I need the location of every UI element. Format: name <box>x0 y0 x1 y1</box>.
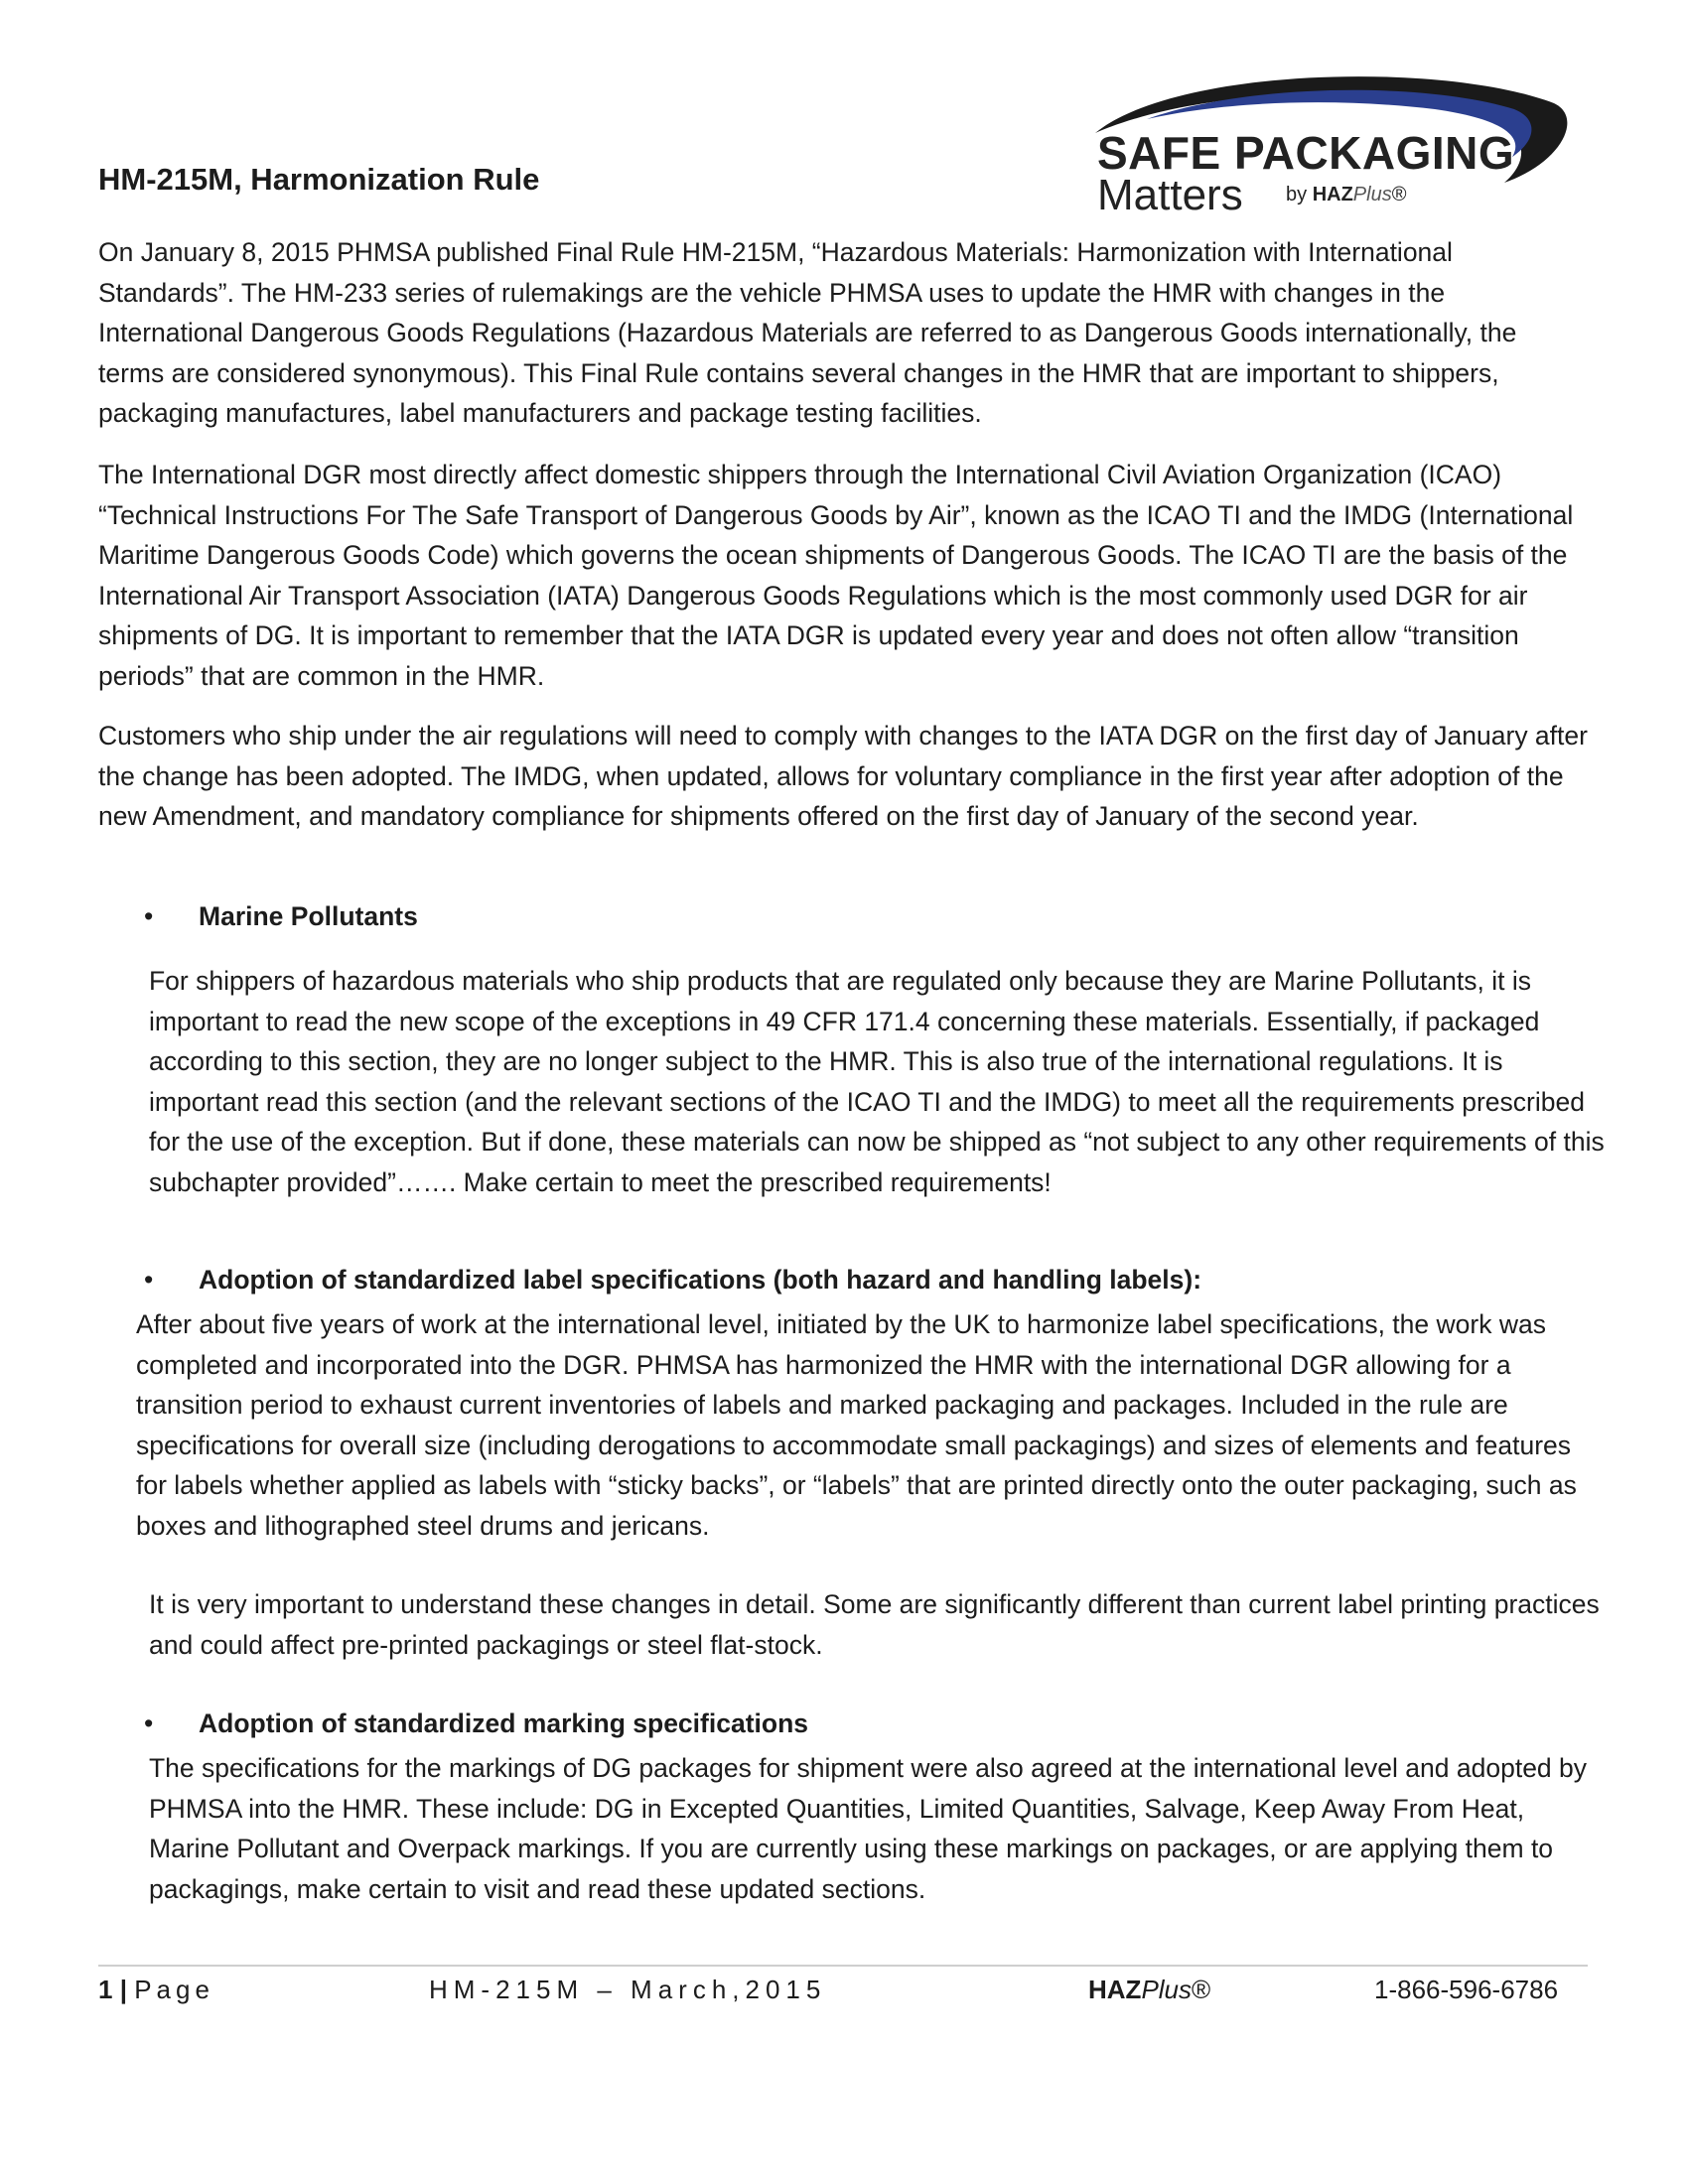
paragraph-air-regulations: Customers who ship under the air regulations will need to comply with changes to the IATA DGR on the first day of January after the change has been adopted. The IMDG, when updated, allows for voluntary compliance in the first year after adoption of the new Amendment, and mandatory compliance for shipments offered on the first day of January of the second year. <box>98 721 1588 831</box>
footer-document-id: HM-215M – March,2015 <box>429 1975 827 2004</box>
bullet-text-label-specs: After about five years of work at the international level, initiated by the UK to harmonize label specifications, the work was completed and incorporated into the DGR. PHMSA has harmonized the HMR with the international DGR allowing for a transition period to exhaust current inventories of labels and marked packaging and packages. Included in the rule are specifications for overall size (including derogations to accommodate small packagings) and sizes of elements and features for labels whether applied as labels with “sticky backs”, or “labels” that are printed directly onto the outer packaging, such as boxes and lithographed steel drums and jericans. <box>136 1309 1577 1541</box>
bullet-icon: • <box>144 901 154 931</box>
document-page: SAFE PACKAGING Matters by HAZPlus® HM-215M, Harmonization Rule On January 8, 2015 PHMSA published Final Rule HM-215M, “Hazardous Materials: Harmonization with International Standards”. The HM-233 series of rulemakings are the vehicle PHMSA uses to update the HMR with changes in the International Dangerous Goods Regulations (Hazardous Materials are referred to as Dangerous Goods internationally, the terms are considered synonymous). This Final Rule contains several changes in the HMR that are important to shippers, packaging manufactures, label manufacturers and package testing facilities. The International DGR most directly affect domestic shippers through the International Civil Aviation Organization (ICAO) “Technical Instructions For The Safe Transport of Dangerous Goods by Air”, known as the ICAO TI and the IMDG (International Maritime Dangerous Goods Code) which governs the ocean shipments of Dangerous Goods. The ICAO TI are the basis of the International Air Transport Association (IATA) Dangerous Goods Regulations which is the most commonly used DGR for air shipments of DG. It is important to remember that the IATA DGR is updated every year and does not often allow “transition periods” that are common in the HMR. Customers who ship under the air regulations will need to comply with changes to the IATA DGR on the first day of January after the change has been adopted. The IMDG, when updated, allows for voluntary compliance in the first year after adoption of the new Amendment, and mandatory compliance for shipments offered on the first day of January of the second year. • Marine Pollutants For shippers of hazardous materials who ship products that are regulated only because they are Marine Pollutants, it is important to read the new scope of the exceptions in 49 CFR 171.4 concerning these materials. Essentially, if packaged according to this section, they are no longer subject to the HMR. This is also true of the international regulations. It is important read this section (and the relevant sections of the ICAO TI and the IMDG) to meet all the requirements prescribed for the use of the exception. But if done, these materials can now be shipped as “not subject to any other requirements of this subchapter provided”……. Make certain to meet the prescribed requirements! • Adoption of standardized label specifications (both hazard and handling labels): After about five years of work at the international level, initiated by the UK to harmonize label specifications, the work was completed and incorporated into the DGR. PHMSA has harmonized the HMR with the international DGR allowing for a transition period to exhaust current inventories of labels and marked packaging and packages. Included in the rule are specifications for overall size (including derogations to accommodate small packagings) and sizes of elements and features for labels whether applied as labels with “sticky backs”, or “labels” that are printed directly onto the outer packaging, such as boxes and lithographed steel drums and jericans. It is very important to understand these changes in detail. Some are significantly different than current label printing practices and could affect pre-printed packagings or steel flat-stock. • Adoption of standardized marking specifications The specifications for the markings of DG packages for shipment were also agreed at the international level and adopted by PHMSA into the HMR. These include: DG in Excepted Quantities, Limited Quantities, Salvage, Keep Away From Heat, Marine Pollutant and Overpack markings. If you are currently using these markings on packages, or are applying them to packagings, make certain to visit and read these updated sections. 1 | Page HM-215M – March,2015 HAZPlus® 1-866-596-6786 <box>0 0 1688 2184</box>
page-title: HM-215M, Harmonization Rule <box>98 162 540 197</box>
bullet-icon: • <box>144 1265 154 1295</box>
footer-brand: HAZPlus® <box>1088 1975 1211 2004</box>
logo-subtitle: Matters <box>1097 171 1243 219</box>
safe-packaging-logo <box>1087 71 1584 220</box>
paragraph-international-dgr: The International DGR most directly affect domestic shippers through the International Civil Aviation Organization (ICAO) “Technical Instructions For The Safe Transport of Dangerous Goods by Air”, known as the ICAO TI and the IMDG (International Maritime Dangerous Goods Code) which governs the ocean shipments of Dangerous Goods. The ICAO TI are the basis of the International Air Transport Association (IATA) Dangerous Goods Regulations which is the most commonly used DGR for air shipments of DG. It is important to remember that the IATA DGR is updated every year and does not often allow “transition periods” that are common in the HMR. <box>98 460 1574 691</box>
bullet-icon: • <box>144 1708 154 1738</box>
footer-phone: 1-866-596-6786 <box>1374 1975 1559 2004</box>
footer-divider <box>98 1965 1588 1967</box>
bullet-text-marine-pollutants: For shippers of hazardous materials who ship products that are regulated only because they are Marine Pollutants, it is important to read the new scope of the exceptions in 49 CFR 171.4 concerning these materials. Essentially, if packaged according to this section, they are no longer subject to the HMR. This is also true of the international regulations. It is important read this section (and the relevant sections of the ICAO TI and the IMDG) to meet all the requirements prescribed for the use of the exception. But if done, these materials can now be shipped as “not subject to any other requirements of this subchapter provided”……. Make certain to meet the prescribed requirements! <box>149 966 1605 1197</box>
logo-title: SAFE PACKAGING <box>1097 127 1515 179</box>
bullet-text-marking-specs: The specifications for the markings of DG packages for shipment were also agreed at the international level and adopted by PHMSA into the HMR. These include: DG in Excepted Quantities, Limited Quantities, Salvage, Keep Away From Heat, Marine Pollutant and Overpack markings. If you are currently using these markings on packages, or are applying them to packagings, make certain to visit and read these updated sections. <box>149 1753 1588 1904</box>
footer-page-number: 1 | Page <box>98 1975 214 2004</box>
bullet-text-label-specs-note: It is very important to understand these changes in detail. Some are significantly different than current label printing practices and could affect pre-printed packagings or steel flat-stock. <box>149 1589 1600 1660</box>
paragraph-intro: On January 8, 2015 PHMSA published Final Rule HM-215M, “Hazardous Materials: Harmonization with International Standards”. The HM-233 series of rulemakings are the vehicle PHMSA uses to update the HMR with changes in the International Dangerous Goods Regulations (Hazardous Materials are referred to as Dangerous Goods internationally, the terms are considered synonymous). This Final Rule contains several changes in the HMR that are important to shippers, packaging manufactures, label manufacturers and package testing facilities. <box>98 237 1517 428</box>
logo-byline: by HAZPlus® <box>1286 184 1407 205</box>
